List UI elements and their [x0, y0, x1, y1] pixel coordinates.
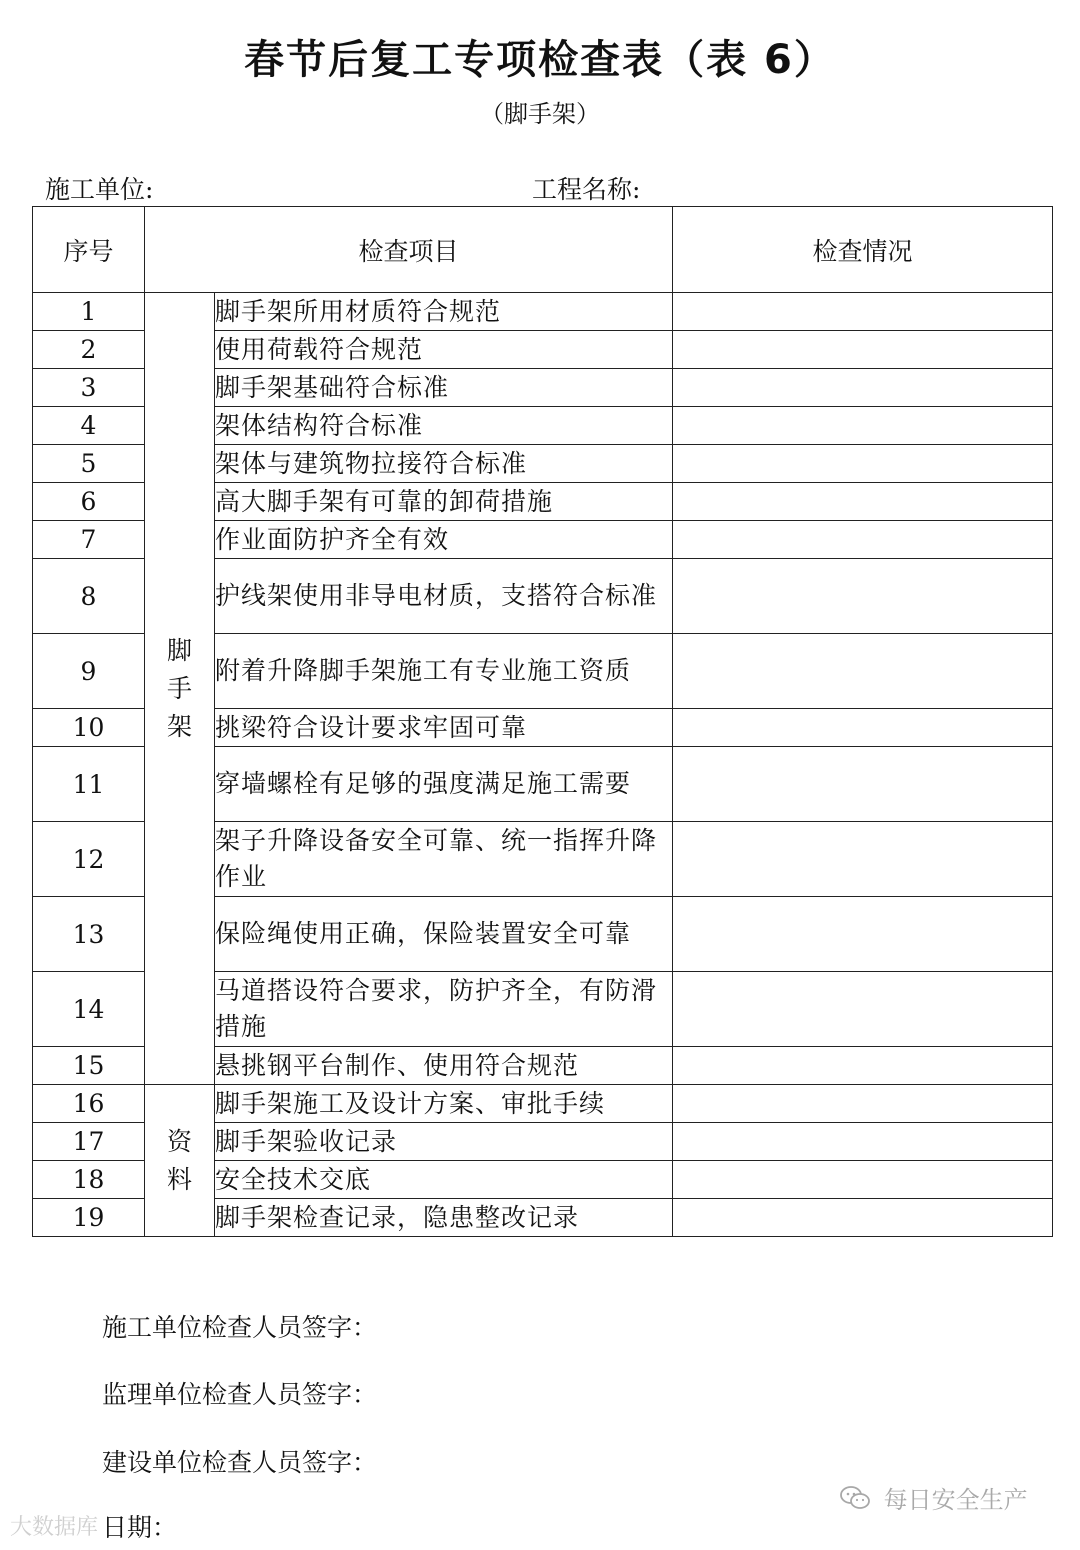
row-item: 脚手架检查记录，隐患整改记录: [215, 1199, 673, 1237]
row-status-cell[interactable]: [673, 1047, 1053, 1085]
row-seq: 15: [33, 1047, 145, 1085]
category-char: 手: [166, 673, 192, 703]
row-item: 安全技术交底: [215, 1161, 673, 1199]
inspection-table: [32, 206, 1053, 1237]
row-seq: 9: [33, 634, 145, 709]
supervisor-signature-label: 监理单位检查人员签字：: [102, 1380, 378, 1409]
row-status-cell[interactable]: [673, 1123, 1053, 1161]
watermark-left: [10, 1510, 98, 1541]
row-item: 悬挑钢平台制作、使用符合规范: [215, 1047, 673, 1085]
header-item: 检查项目: [145, 207, 673, 293]
row-status-cell[interactable]: [673, 822, 1053, 897]
row-status-cell[interactable]: [673, 897, 1053, 972]
row-item: 马道搭设符合要求，防护齐全，有防滑措施: [215, 972, 673, 1047]
project-name-label: 工程名称:: [532, 175, 641, 204]
category-char: 架: [166, 711, 192, 741]
table-row: [33, 293, 1053, 331]
row-item: 高大脚手架有可靠的卸荷措施: [215, 483, 673, 521]
row-item: 使用荷载符合规范: [215, 331, 673, 369]
row-seq: 8: [33, 559, 145, 634]
page-title: 春节后复工专项检查表（表 6）: [244, 37, 836, 83]
table-row: [33, 1085, 1053, 1123]
header-status: 检查情况: [673, 207, 1053, 293]
row-item: 架体结构符合标准: [215, 407, 673, 445]
row-seq: 11: [33, 747, 145, 822]
row-status-cell[interactable]: [673, 293, 1053, 331]
category-materials: [145, 1085, 215, 1237]
row-item: 架体与建筑物拉接符合标准: [215, 445, 673, 483]
watermark-right-text: 每日安全生产: [883, 1486, 1028, 1514]
row-item: 脚手架基础符合标准: [215, 369, 673, 407]
row-status-cell[interactable]: [673, 369, 1053, 407]
row-status-cell[interactable]: [673, 634, 1053, 709]
page-subtitle: （脚手架）: [480, 100, 600, 128]
row-seq: 16: [33, 1085, 145, 1123]
row-status-cell[interactable]: [673, 483, 1053, 521]
watermark-right: [840, 1480, 1028, 1517]
row-seq: 3: [33, 369, 145, 407]
category-scaffold: [145, 293, 215, 1085]
row-item: 护线架使用非导电材质，支搭符合标准: [215, 559, 673, 634]
row-item: 脚手架施工及设计方案、审批手续: [215, 1085, 673, 1123]
row-item: 作业面防护齐全有效: [215, 521, 673, 559]
row-status-cell[interactable]: [673, 1085, 1053, 1123]
row-status-cell[interactable]: [673, 747, 1053, 822]
row-status-cell[interactable]: [673, 709, 1053, 747]
row-item: 附着升降脚手架施工有专业施工资质: [215, 634, 673, 709]
row-item: 挑梁符合设计要求牢固可靠: [215, 709, 673, 747]
row-seq: 7: [33, 521, 145, 559]
row-status-cell[interactable]: [673, 445, 1053, 483]
category-char: 资: [166, 1126, 192, 1156]
row-seq: 5: [33, 445, 145, 483]
row-seq: 18: [33, 1161, 145, 1199]
row-status-cell[interactable]: [673, 1199, 1053, 1237]
row-seq: 6: [33, 483, 145, 521]
wechat-icon: [840, 1485, 870, 1517]
contractor-signature-label: 施工单位检查人员签字：: [102, 1313, 378, 1342]
owner-signature-label: 建设单位检查人员签字：: [102, 1448, 378, 1477]
row-seq: 14: [33, 972, 145, 1047]
date-label: 日期：: [102, 1513, 178, 1542]
row-status-cell[interactable]: [673, 559, 1053, 634]
row-status-cell[interactable]: [673, 972, 1053, 1047]
row-status-cell[interactable]: [673, 521, 1053, 559]
construction-unit-label: 施工单位:: [45, 175, 154, 204]
row-status-cell[interactable]: [673, 407, 1053, 445]
row-seq: 19: [33, 1199, 145, 1237]
row-seq: 1: [33, 293, 145, 331]
row-item: 穿墙螺栓有足够的强度满足施工需要: [215, 747, 673, 822]
row-seq: 13: [33, 897, 145, 972]
row-status-cell[interactable]: [673, 1161, 1053, 1199]
category-char: 脚: [166, 635, 192, 665]
row-status-cell[interactable]: [673, 331, 1053, 369]
row-item: 保险绳使用正确，保险装置安全可靠: [215, 897, 673, 972]
watermark-left-text: 大数据库: [10, 1515, 99, 1540]
row-item: 脚手架验收记录: [215, 1123, 673, 1161]
row-seq: 2: [33, 331, 145, 369]
row-seq: 10: [33, 709, 145, 747]
header-seq: 序号: [33, 207, 145, 293]
row-seq: 12: [33, 822, 145, 897]
row-item: 架子升降设备安全可靠、统一指挥升降作业: [215, 822, 673, 897]
row-seq: 4: [33, 407, 145, 445]
row-seq: 17: [33, 1123, 145, 1161]
category-char: 料: [166, 1164, 192, 1194]
row-item: 脚手架所用材质符合规范: [215, 293, 673, 331]
